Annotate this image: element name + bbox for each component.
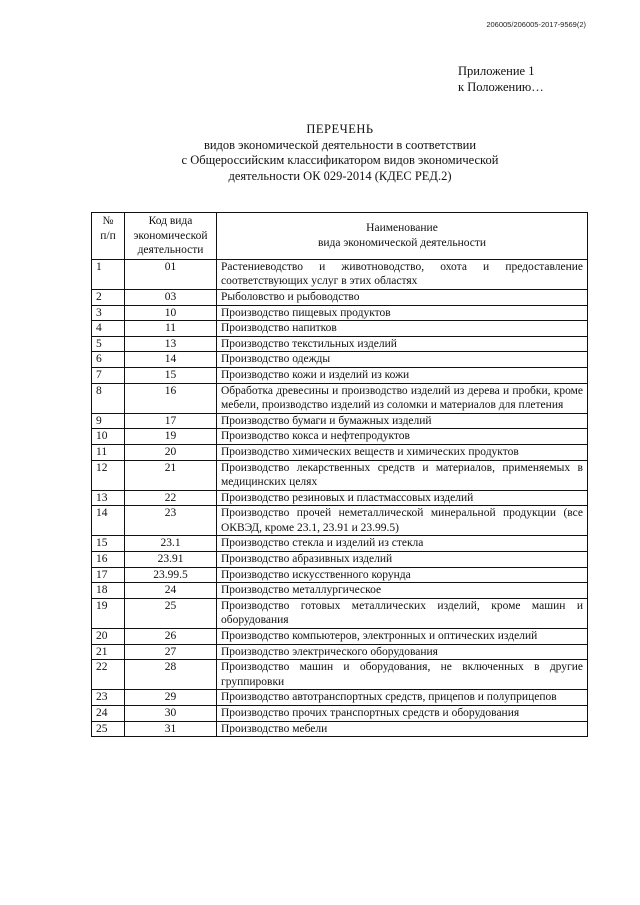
header-name-line-1: Наименование	[366, 222, 438, 235]
activities-table	[91, 212, 588, 737]
activity-name: Производство стекла и изделий из стекла	[217, 536, 588, 552]
activity-code: 22	[125, 490, 217, 506]
activity-code: 21	[125, 460, 217, 490]
activity-code: 13	[125, 336, 217, 352]
activity-code: 11	[125, 321, 217, 337]
header-number-line-1: №	[102, 215, 114, 227]
activity-name: Производство кожи и изделий из кожи	[217, 367, 588, 383]
table-row	[92, 429, 588, 445]
row-number: 20	[92, 629, 125, 645]
header-number	[92, 213, 125, 260]
table-row	[92, 413, 588, 429]
row-number: 15	[92, 536, 125, 552]
activity-name: Производство химических веществ и химических продуктов	[217, 444, 588, 460]
activity-name: Производство резиновых и пластмассовых изделий	[217, 490, 588, 506]
table-row	[92, 506, 588, 536]
header-code-line-2: экономической	[133, 229, 208, 242]
activity-code: 17	[125, 413, 217, 429]
table-row	[92, 721, 588, 737]
row-number: 18	[92, 583, 125, 599]
document-title	[120, 122, 560, 184]
activity-code: 23	[125, 506, 217, 536]
row-number: 19	[92, 598, 125, 628]
table-row	[92, 367, 588, 383]
table-row	[92, 552, 588, 568]
table-row	[92, 690, 588, 706]
activity-code: 24	[125, 583, 217, 599]
table-row	[92, 490, 588, 506]
row-number: 10	[92, 429, 125, 445]
row-number: 21	[92, 644, 125, 660]
title-line-2: с Общероссийским классификатором видов экономической	[181, 153, 499, 167]
table-row	[92, 583, 588, 599]
row-number: 25	[92, 721, 125, 737]
activity-name: Производство компьютеров, электронных и оптических изделий	[217, 629, 588, 645]
row-number: 11	[92, 444, 125, 460]
activity-name: Производство готовых металлических изделий, кроме машин и оборудования	[217, 598, 588, 628]
row-number: 3	[92, 305, 125, 321]
activity-name: Производство бумаги и бумажных изделий	[217, 413, 588, 429]
activity-name: Производство прочей неметаллической минеральной продукции (все ОКВЭД, кроме 23.1, 23.91 и 23.99.5)	[217, 506, 588, 536]
activity-name: Производство кокса и нефтепродуктов	[217, 429, 588, 445]
table-header-row	[92, 213, 588, 260]
header-code-line-1: Код вида	[148, 215, 193, 227]
activity-code: 29	[125, 690, 217, 706]
table-row	[92, 383, 588, 413]
appendix-line-1: Приложение 1	[458, 64, 535, 78]
activity-code: 31	[125, 721, 217, 737]
activity-name: Рыболовство и рыбоводство	[217, 289, 588, 305]
activity-code: 26	[125, 629, 217, 645]
activity-name: Производство лекарственных средств и материалов, применяемых в медицинских целях	[217, 460, 588, 490]
row-number: 24	[92, 706, 125, 722]
table-row	[92, 289, 588, 305]
appendix-line-2: к Положению…	[458, 80, 544, 94]
header-name-line-2: вида экономической деятельности	[317, 236, 487, 249]
row-number: 7	[92, 367, 125, 383]
activity-code: 16	[125, 383, 217, 413]
table-row	[92, 460, 588, 490]
row-number: 5	[92, 336, 125, 352]
appendix-reference	[458, 63, 544, 95]
activity-name: Производство пищевых продуктов	[217, 305, 588, 321]
row-number: 13	[92, 490, 125, 506]
table-row	[92, 336, 588, 352]
activity-name: Производство электрического оборудования	[217, 644, 588, 660]
table-row	[92, 321, 588, 337]
activity-name: Производство одежды	[217, 352, 588, 368]
activity-name: Производство машин и оборудования, не включенных в другие группировки	[217, 660, 588, 690]
header-name	[217, 213, 588, 260]
activity-code: 14	[125, 352, 217, 368]
row-number: 1	[92, 259, 125, 289]
activity-name: Растениеводство и животноводство, охота и предоставление соответствующих услуг в этих областях	[217, 259, 588, 289]
title-line-1: видов экономической деятельности в соответствии	[203, 137, 477, 152]
row-number: 17	[92, 567, 125, 583]
activity-name: Производство искусственного корунда	[217, 567, 588, 583]
activity-code: 03	[125, 289, 217, 305]
table-row	[92, 305, 588, 321]
activity-code: 23.1	[125, 536, 217, 552]
activity-code: 25	[125, 598, 217, 628]
activity-name: Производство автотранспортных средств, прицепов и полуприцепов	[217, 690, 588, 706]
activity-code: 23.99.5	[125, 567, 217, 583]
activity-code: 28	[125, 660, 217, 690]
title-line-3: деятельности ОК 029-2014 (КДЕС РЕД.2)	[228, 168, 452, 183]
activity-code: 20	[125, 444, 217, 460]
title-heading: ПЕРЕЧЕНЬ	[306, 122, 374, 136]
row-number: 2	[92, 289, 125, 305]
activity-code: 15	[125, 367, 217, 383]
table-row	[92, 444, 588, 460]
table-row	[92, 629, 588, 645]
table-row	[92, 567, 588, 583]
row-number: 16	[92, 552, 125, 568]
activity-code: 23.91	[125, 552, 217, 568]
header-number-line-2: п/п	[100, 229, 116, 242]
table-row	[92, 644, 588, 660]
row-number: 12	[92, 460, 125, 490]
table-row	[92, 352, 588, 368]
table-row	[92, 598, 588, 628]
activity-code: 01	[125, 259, 217, 289]
row-number: 6	[92, 352, 125, 368]
table-row	[92, 536, 588, 552]
row-number: 8	[92, 383, 125, 413]
document-id: 206005/206005-2017-9569(2)	[486, 20, 586, 29]
row-number: 22	[92, 660, 125, 690]
activity-name: Производство мебели	[217, 721, 588, 737]
activity-name: Производство абразивных изделий	[217, 552, 588, 568]
header-code-line-3: деятельности	[137, 244, 204, 257]
activity-code: 27	[125, 644, 217, 660]
row-number: 4	[92, 321, 125, 337]
row-number: 23	[92, 690, 125, 706]
activity-name: Производство напитков	[217, 321, 588, 337]
activity-name: Производство прочих транспортных средств и оборудования	[217, 706, 588, 722]
activity-code: 10	[125, 305, 217, 321]
activity-code: 19	[125, 429, 217, 445]
activity-code: 30	[125, 706, 217, 722]
table-row	[92, 259, 588, 289]
row-number: 9	[92, 413, 125, 429]
row-number: 14	[92, 506, 125, 536]
header-code	[125, 213, 217, 260]
activity-name: Производство текстильных изделий	[217, 336, 588, 352]
activity-name: Производство металлургическое	[217, 583, 588, 599]
activity-name: Обработка древесины и производство изделий из дерева и пробки, кроме мебели, производство изделий из соломки и материалов для плетения	[217, 383, 588, 413]
table-row	[92, 660, 588, 690]
table-row	[92, 706, 588, 722]
